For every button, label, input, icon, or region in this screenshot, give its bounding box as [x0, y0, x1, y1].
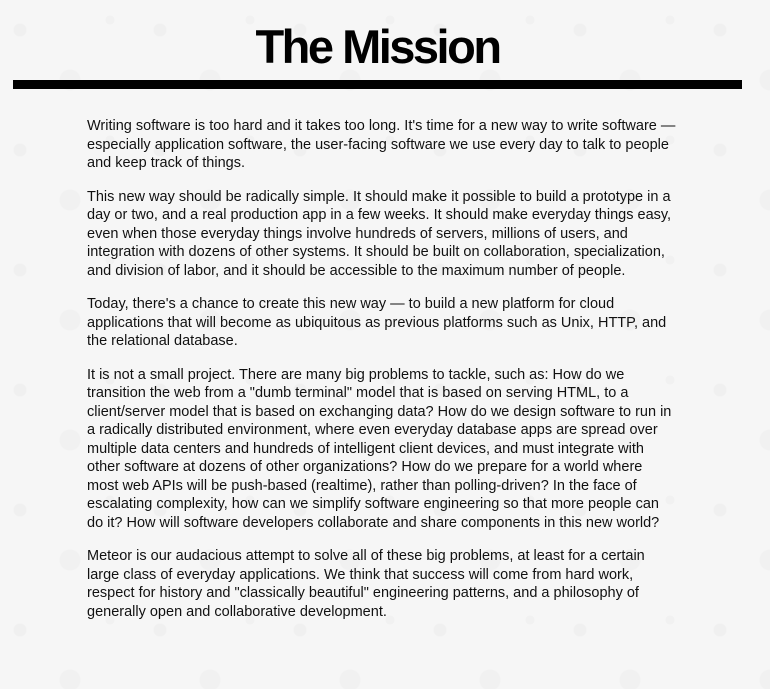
paragraph-5: Meteor is our audacious attempt to solve all of these big problems, at least for a certain large class of everyday applications. We think that success will come from hard work, respect for history and "classically beautiful" engineering patterns, and a philosophy of generally open and collaborative development.	[87, 548, 645, 620]
paragraph-3: Today, there's a chance to create this new way — to build a new platform for cloud applications that will become as ubiquitous as previous platforms such as Unix, HTTP, and the relational database.	[87, 296, 667, 349]
page-title: The Mission	[255, 20, 500, 73]
paragraph-1: Writing software is too hard and it takes too long. It's time for a new way to write software — especially application software, the user-facing software we use every day to talk to people and keep track of things.	[87, 118, 676, 171]
paragraph-4: It is not a small project. There are many big problems to tackle, such as: How do we transition the web from a "dumb terminal" model that is based on serving HTML, to a client/server model that is based on exchanging data? How do we design software to run in a radically distributed environment, where even everyday database apps are spread over multiple data centers and hundreds of intelligent client devices, and must integrate with other software at dozens of other organizations? How do we prepare for a world where most web APIs will be push-based (realtime), rather than polling-driven? In the face of escalating complexity, how can we simplify software engineering so that more people can do it? How will software developers collaborate and share components in this new world?	[87, 366, 672, 531]
paragraph-2: This new way should be radically simple. It should make it possible to build a prototype in a day or two, and a real production app in a few weeks. It should make everyday things easy, even when those everyday things involve hundreds of servers, millions of users, and integration with dozens of other systems. It should be built on collaboration, specialization, and division of labor, and it should be accessible to the maximum number of people.	[87, 188, 672, 279]
title-divider	[13, 80, 742, 89]
mission-content	[87, 117, 677, 636]
